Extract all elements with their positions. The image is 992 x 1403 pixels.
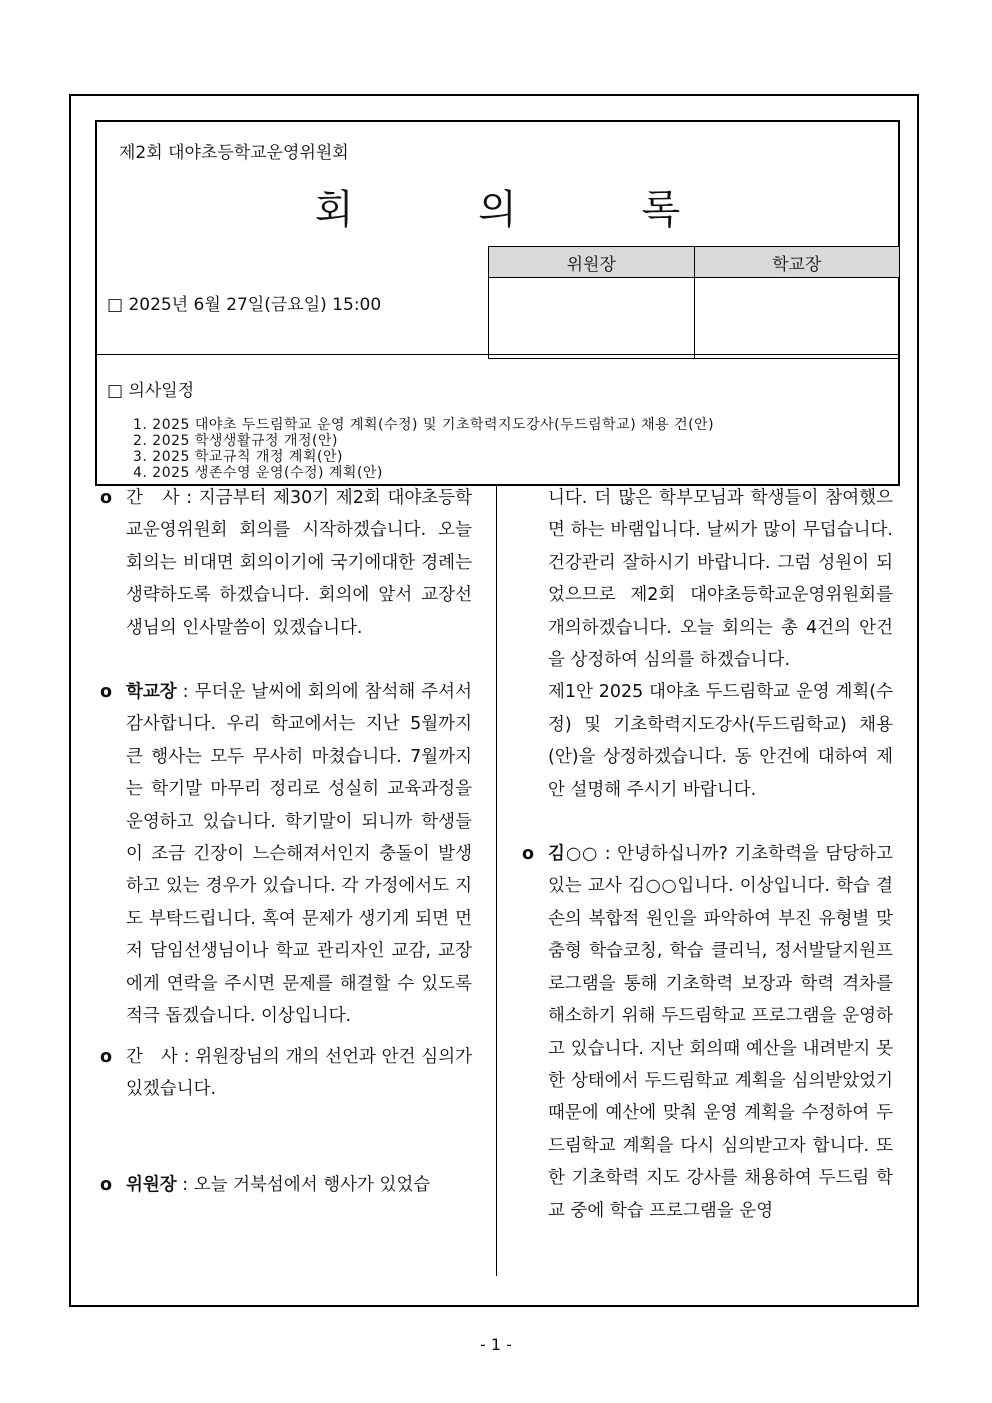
agenda-title: □ 의사일정: [107, 381, 195, 401]
bullet-marker: o: [100, 1046, 113, 1067]
speech-text: : 무더운 날씨에 회의에 참석해 주셔서 감사합니다. 우리 학교에서는 지난 5월까지 큰 행사는 모두 무사히 마쳤습니다. 7월까지는 학기말 마무리 정리로 성실히 교육과정을 운영하고 있습니다. 학기말이 되니까 학생들이 조금 긴장이 느슨해져서인지 충돌이 발생하고 있는 경우가 있습니다. 각 가정에서도 지도 부탁드립니다. 혹여 문제가 생기게 되면 먼저 담임선생님이나 학교 관리자인 교감, 교장에게 연락을 주시면 문제를 해결할 수 있도록 적극 돕겠습니다. 이상입니다.: [126, 682, 472, 1027]
column-divider: [496, 486, 497, 1276]
sign-header-principal: 학교장: [694, 247, 900, 278]
minutes-entry: [96, 1169, 472, 1201]
sign-box-principal: [694, 278, 900, 359]
agenda-item: 3. 2025 학교규칙 개정 계획(안): [133, 449, 343, 465]
speech-text: : 안녕하십니까? 기초학력을 담당하고 있는 교사 김○○입니다. 이상입니다. 학습 결손의 복합적 원인을 파악하여 부진 유형별 맞춤형 학습코칭, 학습 클리닉, 정서발달지원프로그램을 통해 기초학력 보장과 학력 격차를 해소하기 위해 두드림학교 프로그램을 운영하고 있습니다. 지난 회의때 예산을 내려받지 못한 상태에서 두드림학교 계획을 심의받았었기 때문에 예산에 맞춰 운영 계획을 수정하여 두드림학교 계획을 다시 심의받고자 합니다. 또한 기초학력 지도 강사를 채용하여 두드림 학교 중에 학습 프로그램을 운영: [548, 844, 893, 1221]
agenda-item: 4. 2025 생존수영 운영(수정) 계획(안): [133, 465, 383, 481]
minutes-entry: [96, 1041, 472, 1106]
header-box: [95, 120, 900, 486]
bullet-marker: o: [100, 682, 113, 703]
speaker-name: 간 사: [126, 488, 180, 508]
bullet-marker: o: [522, 844, 535, 865]
document-title: 회 의 록: [314, 187, 737, 233]
speech-continuation: 제1안 2025 대야초 두드림학교 운영 계획(수정) 및 기초학력지도강사(두드림학교) 채용(안)을 상정하겠습니다. 동 안건에 대하여 제안 설명해 주시기 바랍니다.: [548, 682, 893, 800]
sign-header-chair: 위원장: [489, 247, 695, 278]
meeting-date: □ 2025년 6월 27일(금요일) 15:00: [107, 295, 382, 315]
minutes-entry: [96, 482, 472, 644]
agenda-item: 1. 2025 대야초 두드림학교 운영 계획(수정) 및 기초학력지도강사(두드림학교) 채용 건(안): [133, 417, 715, 433]
speaker-name: 김○○: [548, 844, 599, 865]
bullet-marker: o: [100, 1175, 113, 1196]
speech-text: : 오늘 거북섬에서 행사가 있었습: [176, 1175, 431, 1196]
speaker-name: 간 사: [126, 1046, 178, 1067]
speech-text: : 위원장님의 개의 선언과 안건 심의가 있겠습니다.: [126, 1046, 472, 1099]
minutes-entry: [518, 838, 893, 1227]
right-column: [518, 482, 893, 1227]
bullet-marker: o: [100, 488, 113, 508]
speaker-name: 위원장: [126, 1175, 177, 1196]
page-number: - 1 -: [480, 1335, 512, 1354]
speech-continuation: 니다. 더 많은 학부모님과 학생들이 참여했으면 하는 바램입니다. 날씨가 많이 무덥습니다. 건강관리 잘하시기 바랍니다. 그럼 성원이 되었으므로 제2회 대야초등학교운영위원회를 개의하겠습니다. 오늘 회의는 총 4건의 안건을 상정하여 심의를 하겠습니다.: [548, 488, 893, 671]
speaker-name: 학교장: [126, 682, 177, 703]
speech-text: : 지금부터 제30기 제2회 대야초등학교운영위원회 회의를 시작하겠습니다. 오늘 회의는 비대면 회의이기에 국기에대한 경례는 생략하도록 하겠습니다. 회의에 앞서 교장선생님의 인사말씀이 있겠습니다.: [126, 488, 472, 638]
agenda-item: 2. 2025 학생생활규정 개정(안): [133, 433, 338, 449]
signature-table: [488, 246, 900, 359]
sign-box-chair: [489, 278, 695, 359]
agenda-list: [133, 417, 714, 481]
council-name: 제2회 대야초등학교운영위원회: [119, 143, 349, 163]
minutes-entry: [96, 676, 472, 1032]
header-divider: [97, 354, 898, 355]
left-column: [96, 482, 472, 1202]
